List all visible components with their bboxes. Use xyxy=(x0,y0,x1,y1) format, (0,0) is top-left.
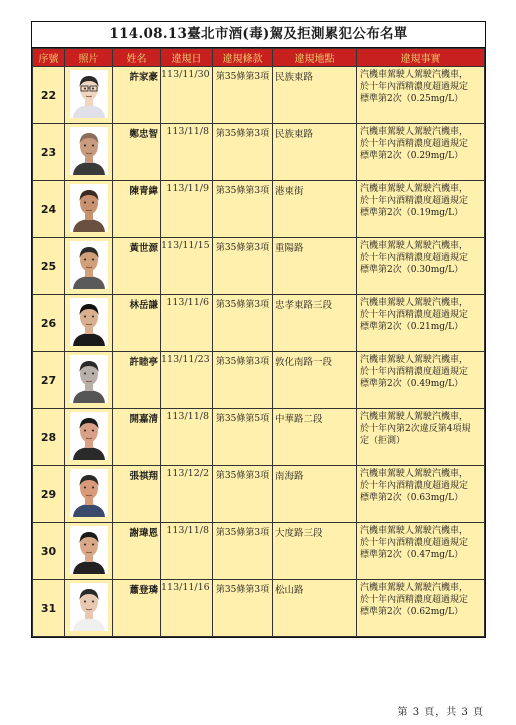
portrait-image xyxy=(70,70,108,118)
fact-line: 汽機車駕駛人駕駛汽機車， xyxy=(360,70,469,80)
violation-location: 南海路 xyxy=(273,466,357,523)
offender-name: 蕭登璘 xyxy=(113,580,161,637)
violation-date: 113/12/2 xyxy=(161,466,213,523)
header-place: 違規地點 xyxy=(273,49,357,67)
row-number: 24 xyxy=(33,181,65,238)
offender-photo xyxy=(65,466,113,523)
violation-date: 113/11/30 xyxy=(161,67,213,124)
publication-sheet xyxy=(31,21,486,638)
violation-clause: 第35條第3項 xyxy=(213,580,273,637)
page-title: 114.08.13臺北市酒(毒)駕及拒測累犯公布名單 xyxy=(32,22,485,48)
offender-name: 許家豪 xyxy=(113,67,161,124)
table-row xyxy=(33,580,485,637)
fact-line: 定（拒測） xyxy=(360,436,406,446)
fact-line: 汽機車駕駛人駕駛汽機車， xyxy=(360,298,469,308)
offender-photo xyxy=(65,409,113,466)
violation-location: 中華路二段 xyxy=(273,409,357,466)
portrait-image xyxy=(70,127,108,175)
table-row xyxy=(33,67,485,124)
fact-line: 汽機車駕駛人駕駛汽機車， xyxy=(360,412,469,422)
fact-line: 於十年內酒精濃度超過規定 xyxy=(360,139,469,149)
row-number: 30 xyxy=(33,523,65,580)
fact-line: 汽機車駕駛人駕駛汽機車， xyxy=(360,583,469,593)
portrait-image xyxy=(70,355,108,403)
fact-line: 標準第2次（0.47mg/L） xyxy=(360,550,464,560)
offender-photo xyxy=(65,67,113,124)
violation-date: 113/11/9 xyxy=(161,181,213,238)
violation-location: 重陽路 xyxy=(273,238,357,295)
violation-date: 113/11/8 xyxy=(161,409,213,466)
portrait-image xyxy=(70,583,108,631)
table-row xyxy=(33,409,485,466)
header-name: 姓名 xyxy=(113,49,161,67)
table-row xyxy=(33,181,485,238)
header-date: 違規日 xyxy=(161,49,213,67)
violation-date: 113/11/15 xyxy=(161,238,213,295)
offender-name: 林岳謙 xyxy=(113,295,161,352)
violation-location: 港東街 xyxy=(273,181,357,238)
fact-line: 標準第2次（0.62mg/L） xyxy=(360,607,464,617)
table-row xyxy=(33,124,485,181)
row-number: 31 xyxy=(33,580,65,637)
portrait-image xyxy=(70,469,108,517)
fact-line: 於十年內酒精濃度超過規定 xyxy=(360,595,469,605)
fact-line: 汽機車駕駛人駕駛汽機車， xyxy=(360,184,469,194)
portrait-image xyxy=(70,526,108,574)
table-row xyxy=(33,295,485,352)
row-number: 26 xyxy=(33,295,65,352)
fact-line: 汽機車駕駛人駕駛汽機車， xyxy=(360,469,469,479)
violation-fact xyxy=(357,466,485,523)
violation-clause: 第35條第3項 xyxy=(213,523,273,580)
violation-location: 忠孝東路三段 xyxy=(273,295,357,352)
violation-clause: 第35條第3項 xyxy=(213,238,273,295)
row-number: 29 xyxy=(33,466,65,523)
violation-fact xyxy=(357,295,485,352)
violation-date: 113/11/16 xyxy=(161,580,213,637)
offender-name: 鄭忠智 xyxy=(113,124,161,181)
violation-clause: 第35條第3項 xyxy=(213,181,273,238)
fact-line: 於十年內酒精濃度超過規定 xyxy=(360,253,469,263)
fact-line: 汽機車駕駛人駕駛汽機車， xyxy=(360,355,469,365)
violation-clause: 第35條第3項 xyxy=(213,466,273,523)
violation-location: 松山路 xyxy=(273,580,357,637)
violation-location: 大度路三段 xyxy=(273,523,357,580)
fact-line: 汽機車駕駛人駕駛汽機車， xyxy=(360,127,469,137)
offender-photo xyxy=(65,238,113,295)
fact-line: 於十年內酒精濃度超過規定 xyxy=(360,481,469,491)
table-header-row xyxy=(33,49,485,67)
row-number: 22 xyxy=(33,67,65,124)
offender-name: 陳青緯 xyxy=(113,181,161,238)
violation-fact xyxy=(357,580,485,637)
violation-clause: 第35條第3項 xyxy=(213,124,273,181)
portrait-image xyxy=(70,241,108,289)
offender-photo xyxy=(65,352,113,409)
fact-line: 標準第2次（0.25mg/L） xyxy=(360,94,464,104)
violation-date: 113/11/6 xyxy=(161,295,213,352)
offender-name: 黃世源 xyxy=(113,238,161,295)
header-law: 違規條款 xyxy=(213,49,273,67)
violation-location: 民族東路 xyxy=(273,124,357,181)
fact-line: 於十年內酒精濃度超過規定 xyxy=(360,196,469,206)
fact-line: 標準第2次（0.29mg/L） xyxy=(360,151,464,161)
fact-line: 汽機車駕駛人駕駛汽機車， xyxy=(360,526,469,536)
fact-line: 標準第2次（0.21mg/L） xyxy=(360,322,464,332)
fact-line: 於十年內酒精濃度超過規定 xyxy=(360,82,469,92)
violation-date: 113/11/8 xyxy=(161,523,213,580)
fact-line: 於十年內酒精濃度超過規定 xyxy=(360,538,469,548)
violation-fact xyxy=(357,238,485,295)
violation-location: 民族東路 xyxy=(273,67,357,124)
violation-fact xyxy=(357,409,485,466)
offender-name: 開嘉清 xyxy=(113,409,161,466)
fact-line: 汽機車駕駛人駕駛汽機車， xyxy=(360,241,469,251)
violation-fact xyxy=(357,124,485,181)
violation-fact xyxy=(357,181,485,238)
row-number: 27 xyxy=(33,352,65,409)
offender-photo xyxy=(65,523,113,580)
offender-photo xyxy=(65,124,113,181)
header-number: 序號 xyxy=(33,49,65,67)
page-footer: 第 3 頁，共 3 頁 xyxy=(397,707,484,718)
fact-line: 於十年內酒精濃度超過規定 xyxy=(360,310,469,320)
violation-clause: 第35條第3項 xyxy=(213,352,273,409)
violation-date: 113/11/8 xyxy=(161,124,213,181)
row-number: 23 xyxy=(33,124,65,181)
fact-line: 標準第2次（0.49mg/L） xyxy=(360,379,464,389)
fact-line: 於十年內酒精濃度超過規定 xyxy=(360,367,469,377)
violation-clause: 第35條第5項 xyxy=(213,409,273,466)
offender-photo xyxy=(65,580,113,637)
table-row xyxy=(33,238,485,295)
violation-clause: 第35條第3項 xyxy=(213,67,273,124)
violation-fact xyxy=(357,67,485,124)
fact-line: 於十年內第2次違反第4項規 xyxy=(360,424,471,434)
table-row xyxy=(33,466,485,523)
violation-fact xyxy=(357,523,485,580)
portrait-image xyxy=(70,184,108,232)
table-row xyxy=(33,352,485,409)
violation-fact xyxy=(357,352,485,409)
violation-clause: 第35條第3項 xyxy=(213,295,273,352)
violation-location: 敦化南路一段 xyxy=(273,352,357,409)
offender-name: 張祺翔 xyxy=(113,466,161,523)
fact-line: 標準第2次（0.30mg/L） xyxy=(360,265,464,275)
offender-table xyxy=(32,48,485,637)
offender-name: 謝瑋恩 xyxy=(113,523,161,580)
offender-name: 許睦亭 xyxy=(113,352,161,409)
offender-photo xyxy=(65,181,113,238)
row-number: 28 xyxy=(33,409,65,466)
portrait-image xyxy=(70,298,108,346)
table-body xyxy=(33,67,485,637)
offender-photo xyxy=(65,295,113,352)
header-fact: 違規事實 xyxy=(357,49,485,67)
fact-line: 標準第2次（0.19mg/L） xyxy=(360,208,464,218)
portrait-image xyxy=(70,412,108,460)
row-number: 25 xyxy=(33,238,65,295)
fact-line: 標準第2次（0.63mg/L） xyxy=(360,493,464,503)
violation-date: 113/11/23 xyxy=(161,352,213,409)
table-row xyxy=(33,523,485,580)
header-photo: 照片 xyxy=(65,49,113,67)
